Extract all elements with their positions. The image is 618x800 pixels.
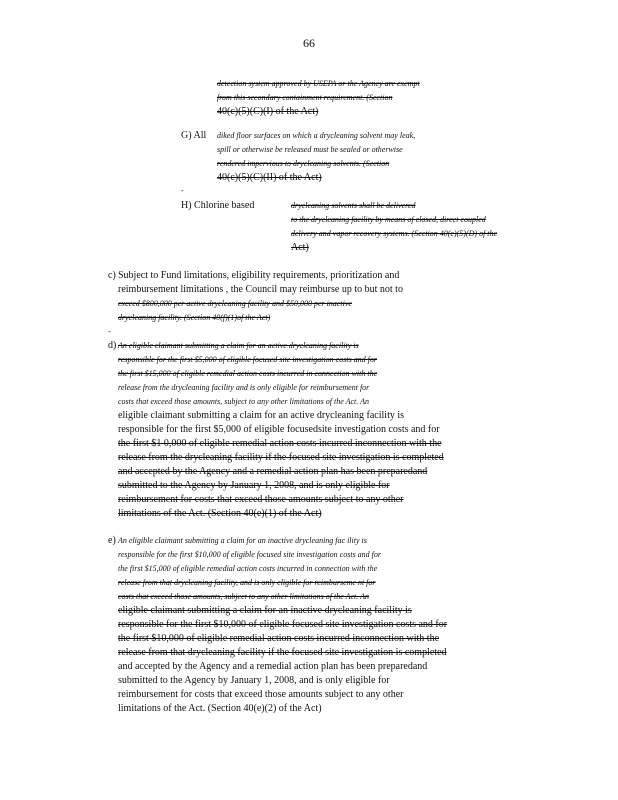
text-line: and accepted by the Agency and a remedial action plan has been preparedand xyxy=(118,466,428,477)
text-line: Subject to Fund limitations, eligibility requirements, prioritization and xyxy=(118,270,400,281)
item-c-text xyxy=(118,269,488,325)
text-line: spill or otherwise be released must be sealed or otherwise xyxy=(217,145,403,154)
text-line: responsible for the first $10,000 of eligible focused site investigation costs and for xyxy=(118,619,448,630)
text-line: submitted to the Agency by January 1, 2008, and is only eligible for xyxy=(118,675,390,686)
text-line: release from the drycleaning facility if the focused site investigation is completed xyxy=(118,452,444,463)
item-h-text xyxy=(291,199,531,255)
item-d-dash: - xyxy=(108,327,111,336)
text-line: release from the drycleaning facility and is only eligible for reimbursement for xyxy=(118,383,370,392)
item-c-label: c) xyxy=(108,270,116,281)
text-line: limitations of the Act. (Section 40(e)(1) of the Act) xyxy=(118,508,322,519)
text-line: eligible claimant submitting a claim for an active drycleaning facility is xyxy=(118,410,405,421)
text-line: release from that drycleaning facility if the focused site investigation is completed xyxy=(118,647,447,658)
text-line: reimbursement limitations , the Council may reimburse up to but not to xyxy=(118,284,403,295)
text-line: exceed $800,000 per active drycleaning facility and $50,000 per inactive xyxy=(118,299,352,308)
text-line: delivery and vapor recovery systems. (Section 40(c)(5)(D) of the xyxy=(291,229,498,238)
text-line: release from that drycleaning facility, and is only eligible for reimburseme nt for xyxy=(118,578,376,587)
text-line: An eligible claimant submitting a claim for an active drycleaning facility is xyxy=(118,341,359,350)
text-line: drycleaning solvents shall be delivered xyxy=(291,201,416,210)
text-line: the first $1 0,000 of eligible remedial action costs incurred inconnection with the xyxy=(118,438,442,449)
page-number: 66 xyxy=(303,36,315,50)
text-line: An eligible claimant submitting a claim for an inactive drycleaning fac ility is xyxy=(118,536,367,545)
text-line: the first $15,000 of eligible remedial action costs incurred in connection with the xyxy=(118,369,378,378)
item-d-text xyxy=(118,339,538,521)
item-g-label: G) All xyxy=(181,130,207,141)
item-d-label: d) xyxy=(108,340,117,351)
text-line: reimbursement for costs that exceed those amounts subject to any other xyxy=(118,494,404,505)
item-f-tail xyxy=(217,77,527,119)
text-line: from this secondary containment requirement. (Section xyxy=(217,93,393,102)
text-line: eligible claimant submitting a claim for an inactive drycleaning facility is xyxy=(118,605,412,616)
text-line: the first $10,000 of eligible remedial action costs incurred inconnection with the xyxy=(118,633,440,644)
text-line: drycleaning facility. (Section 40(f)(1)of the Act) xyxy=(118,313,271,322)
text-line: rendered impervious to drycleaning solvents. (Section xyxy=(217,159,390,168)
text-line: 40(c)(5)(C)(II) of the Act) xyxy=(217,172,322,183)
text-line: to the drycleaning facility by means of closed, direct coupled xyxy=(291,215,486,224)
text-line: diked floor surfaces on which a drycleaning solvent may leak, xyxy=(217,131,416,140)
text-line: costs that exceed those amounts, subject to any other limitations of the Act. An xyxy=(118,592,369,601)
text-line: reimbursement for costs that exceed those amounts subject to any other xyxy=(118,689,404,700)
text-line: detection system approved by USEPA or the Agency are exempt xyxy=(217,79,420,88)
text-line: Act) xyxy=(291,242,309,253)
item-h-dash: - xyxy=(181,186,184,195)
item-h-label: H) Chlorine based xyxy=(181,200,255,211)
item-e-text xyxy=(118,534,538,716)
text-line: submitted to the Agency by January 1, 2008, and is only eligible for xyxy=(118,480,390,491)
text-line: limitations of the Act. (Section 40(e)(2) of the Act) xyxy=(118,703,322,714)
item-g-text xyxy=(217,129,527,185)
text-line: costs that exceed those amounts, subject to any other limitations of the Act. An xyxy=(118,397,369,406)
text-line: and accepted by the Agency and a remedial action plan has been preparedand xyxy=(118,661,428,672)
text-line: responsible for the first $5,000 of eligible focusedsite investigation costs and for xyxy=(118,424,440,435)
text-line: responsible for the first $5,000 of eligible focused site investigation costs and for xyxy=(118,355,378,364)
text-line: responsible for the first $10,000 of eligible focused site investigation costs and for xyxy=(118,550,382,559)
text-line: the first $15,000 of eligible remedial action costs incurred in connection with the xyxy=(118,564,378,573)
item-e-label: e) xyxy=(108,535,116,546)
text-line: 40(c)(5)(C)(I) of the Act) xyxy=(217,106,319,117)
